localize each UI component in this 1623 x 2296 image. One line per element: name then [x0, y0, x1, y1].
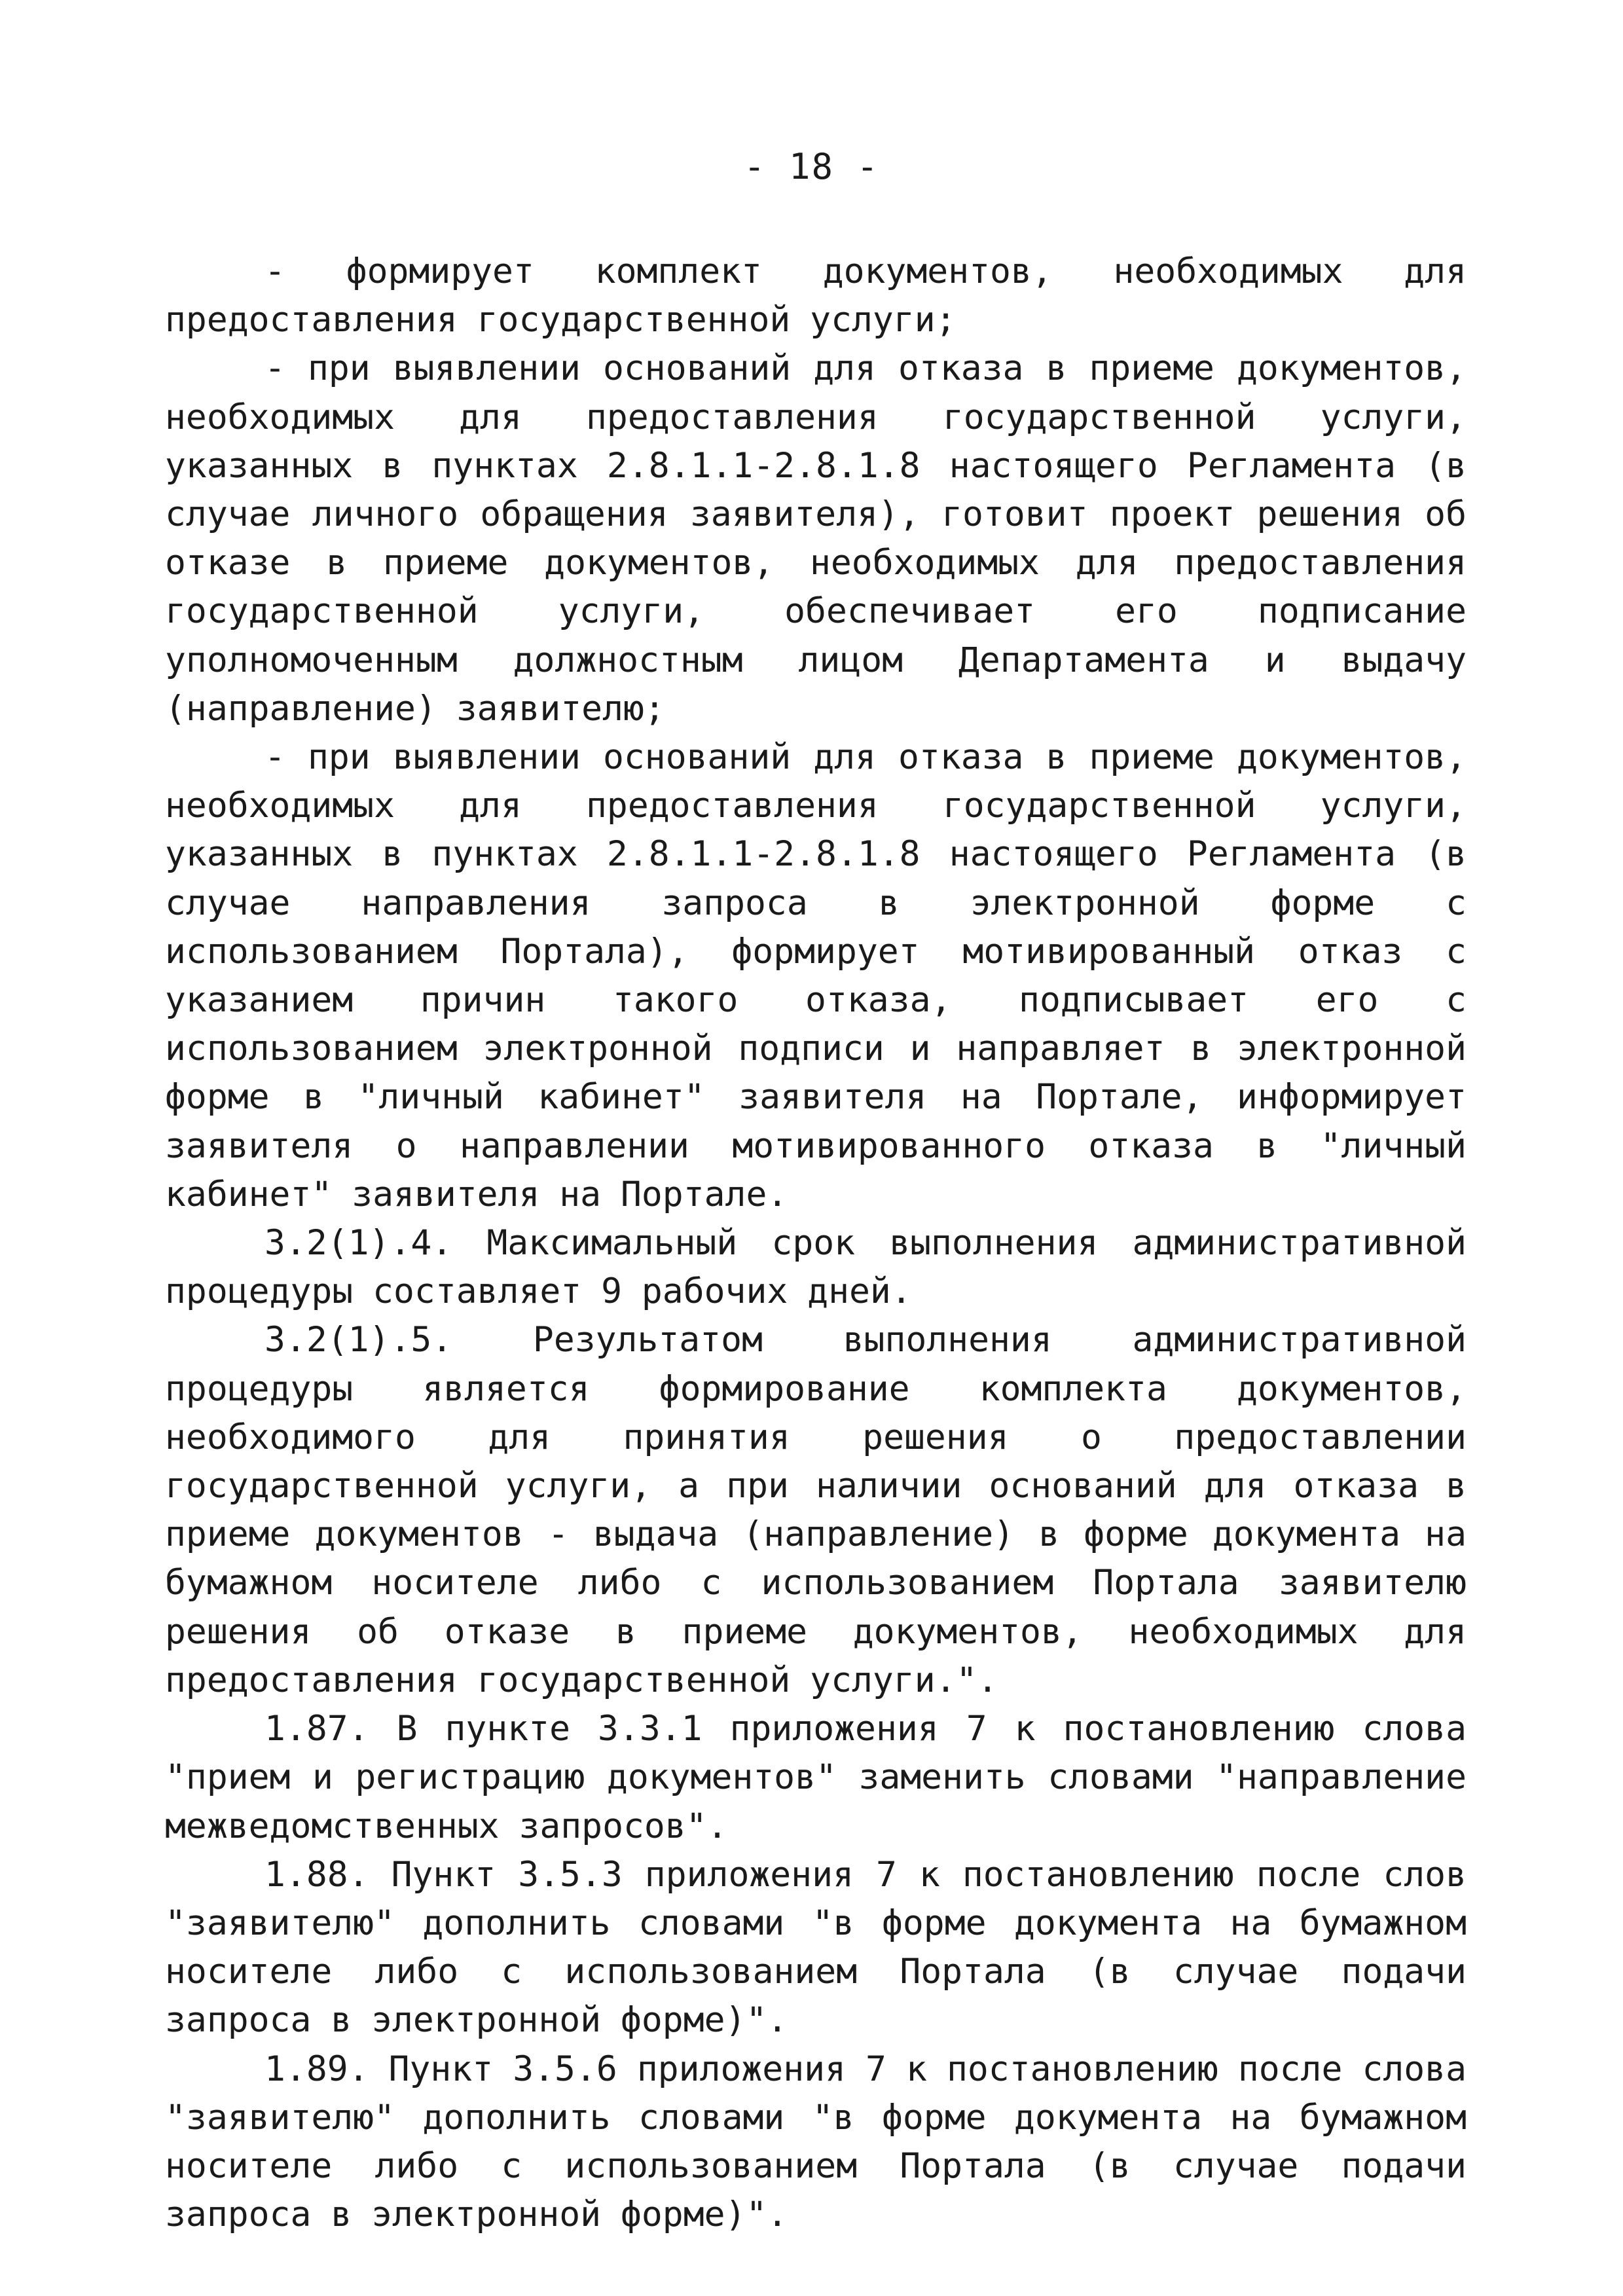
- paragraph-1-87: 1.87. В пункте 3.3.1 приложения 7 к постановлению слова "прием и регистрацию документов" заменить словами "направление межведомственных запросов".: [165, 1709, 1467, 1846]
- paragraph-1-89: 1.89. Пункт 3.5.6 приложения 7 к постановлению после слова "заявителю" дополнить словами "в форме документа на бумажном носителе либо с использованием Портала (в случае подачи запроса в электронной форме)".: [165, 2049, 1467, 2235]
- paragraph-refusal-electronic-request: - при выявлении оснований для отказа в приеме документов, необходимых для предоставления государственной услуги, указанных в пунктах 2.8.1.1-2.8.1.8 настоящего Регламента (в случае направления запроса в электронной форме с использованием Портала), формирует мотивированный отказ с указанием причин такого отказа, подписывает его с использованием электронной подписи и направляет в электронной форме в "личный кабинет" заявителя на Портале, информирует заявителя о направлении мотивированного отказа в "личный кабинет" заявителя на Портале.: [165, 737, 1467, 1214]
- paragraph-3-2-1-5: 3.2(1).5. Результатом выполнения административной процедуры является формирование комплекта документов, необходимого для принятия решения о предоставлении государственной услуги, а при наличии оснований для отказа в приеме документов - выдача (направление) в форме документа на бумажном носителе либо с использованием Портала заявителю решения об отказе в приеме документов, необходимых для предоставления государственной услуги.".: [165, 1320, 1467, 1700]
- paragraph-1-88: 1.88. Пункт 3.5.3 приложения 7 к постановлению после слов "заявителю" дополнить словами "в форме документа на бумажном носителе либо с использованием Портала (в случае подачи запроса в электронной форме)".: [165, 1854, 1467, 2041]
- document-body: [165, 247, 1467, 2239]
- paragraph-forms-document-set: - формирует комплект документов, необходимых для предоставления государственной услуги;: [165, 251, 1467, 340]
- paragraph-3-2-1-4: 3.2(1).4. Максимальный срок выполнения административной процедуры составляет 9 рабочих дней.: [165, 1223, 1467, 1312]
- paragraph-refusal-personal-request: - при выявлении оснований для отказа в приеме документов, необходимых для предоставления государственной услуги, указанных в пунктах 2.8.1.1-2.8.1.8 настоящего Регламента (в случае личного обращения заявителя), готовит проект решения об отказе в приеме документов, необходимых для предоставления государственной услуги, обеспечивает его подписание уполномоченным должностным лицом Департамента и выдачу (направление) заявителю;: [165, 348, 1467, 729]
- page-number: - 18 -: [743, 146, 880, 187]
